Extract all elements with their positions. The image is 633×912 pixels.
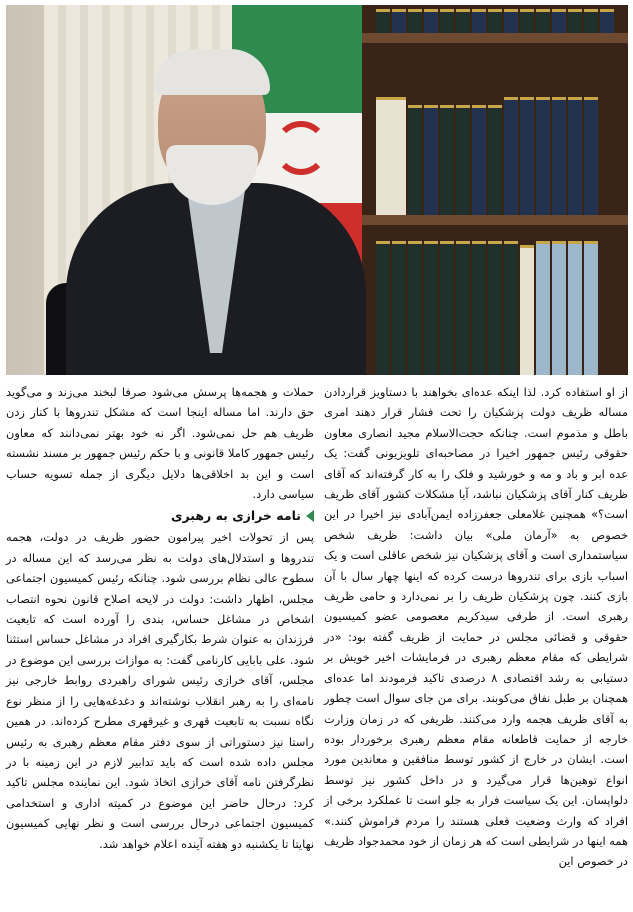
article-column-left	[6, 382, 314, 854]
article-paragraph: از او استفاده کرد. لذا اینکه عده‌ای بخواهند با دستاویز قراردادن مساله ظریف دولت پزشکیان را تحت فشار قرار دهند امری باطل و مذموم است. چنانکه حجت‌الاسلام مجید انصاری معاون حقوقی رئیس جمهور اخیرا در مصاحبه‌ای تلویزیونی گفت: یک عده ابر و باد و مه و خورشید و فلک را به کار گرفته‌اند که آقای ظریف کنار آقای پزشکیان نباشد، آیا مشکلات کشور آقای ظریف است؟» همچنین غلامعلی جعفرزاده ایمن‌آبادی نیز اخیرا در این خصوص به «آرمان ملی» بیان داشت: ظریف شخص سیاستمداری است و آقای پزشکیان نیز شخص عاقلی است و یک اسباب بازی برای تندروها درست کرده که اینها چهار سال با آن بازی کنند. چون پزشکیان ظریف را بر نمی‌دارد و حامی ظریف رهبری است. از طرفی سیدکریم معصومی عضو کمیسیون حقوقی و قضائی مجلس در حمایت از ظریف گفته بود: «در شرایطی که مقام معظم رهبری در فرمایشات اخیر خویش بر دستیابی به رشد اقتصادی ۸ درصدی تاکید فرمودند اما عده‌ای همچنان بر طبل نفاق می‌کوبند. برای من جای سوال است چطور به آقای ظریف هجمه وارد می‌کنند. ظریفی که در زمان وزارت خارجه از حمایت قاطعانه مقام معظم رهبری برخوردار بوده است. ایشان در خارج از کشور توسط منافقین و معاندین مورد انواع توهین‌ها قرار می‌گیرد و در داخل کشور نیز توسط دلواپسان. این یک سیاست فرار به جلو است تا عملکرد برخی از افراد که وارث وضعیت فعلی هستند را مردم فراموش کنند.» همه اینها در شرایطی است که هر زمان از خود محمدجواد ظریف در خصوص این	[324, 385, 628, 869]
triangle-bullet-icon	[306, 510, 314, 522]
article-paragraph: حملات و هجمه‌ها پرسش می‌شود صرفا لبخند می‌زند و می‌گوید حق دارند. اما مساله اینجا است که مشکل تندروها با کنار زدن ظریف هم حل نمی‌شود. اگر نه خود بهتر نمی‌دانند که معاون رئیس جمهور کاملا قانونی و با حکم رئیس جمهور بر مسند نشسته است و این بد اخلاقی‌ها دلایل دیگری از جمله تسویه حساب سیاسی دارد.	[6, 385, 314, 502]
section-subheading	[6, 505, 314, 526]
article-paragraph: پس از تحولات اخیر پیرامون حضور ظریف در دولت، هجمه تندروها و استدلال‌های دولت به نظر می‌رسد که این مساله در سطوح عالی نظام بررسی شود. چنانکه رئیس کمیسیون اجتماعی مجلس، اظهار داشت: دولت در لایحه اصلاح قانون نحوه انتصاب اشخاص در مشاغل حساس، بندی را آورده است که تابعیت فرزندان به عنوان شرط بکارگیری افراد در مشاغل حساس استثنا شود. علی بابایی کارنامی گفت: به موازات بررسی این موضوع در مجلس، آقای خرازی رئیس شورای راهبردی روابط خارجی نیز نامه‌ای را به رهبر انقلاب نوشته‌اند و دغدغه‌هایی را از منظر نوع نگاه نسبت به تابعیت قهری و غیرقهری مطرح کرده‌اند. در همین راستا نیز دستوراتی از سوی دفتر مقام معظم رهبری به رئیس مجلس داده شده است که باید تدابیر لازم در این زمینه با در نظرگرفتن نامه آقای خرازی اتخاذ شود. این نماینده مجلس تاکید کرد: درحال حاضر این موضوع در کمیته اداری و استخدامی کمیسیون اجتماعی درحال بررسی است و نظر نهایی کمیسیون نهایتا تا یکشنبه دو هفته آینده اعلام خواهد شد.	[6, 530, 314, 851]
subheading-text: نامه خرازی به رهبری	[171, 508, 301, 524]
article-photo	[6, 5, 628, 375]
bookshelf	[362, 5, 628, 375]
portrait-person	[46, 53, 376, 375]
article-column-right	[324, 382, 628, 872]
